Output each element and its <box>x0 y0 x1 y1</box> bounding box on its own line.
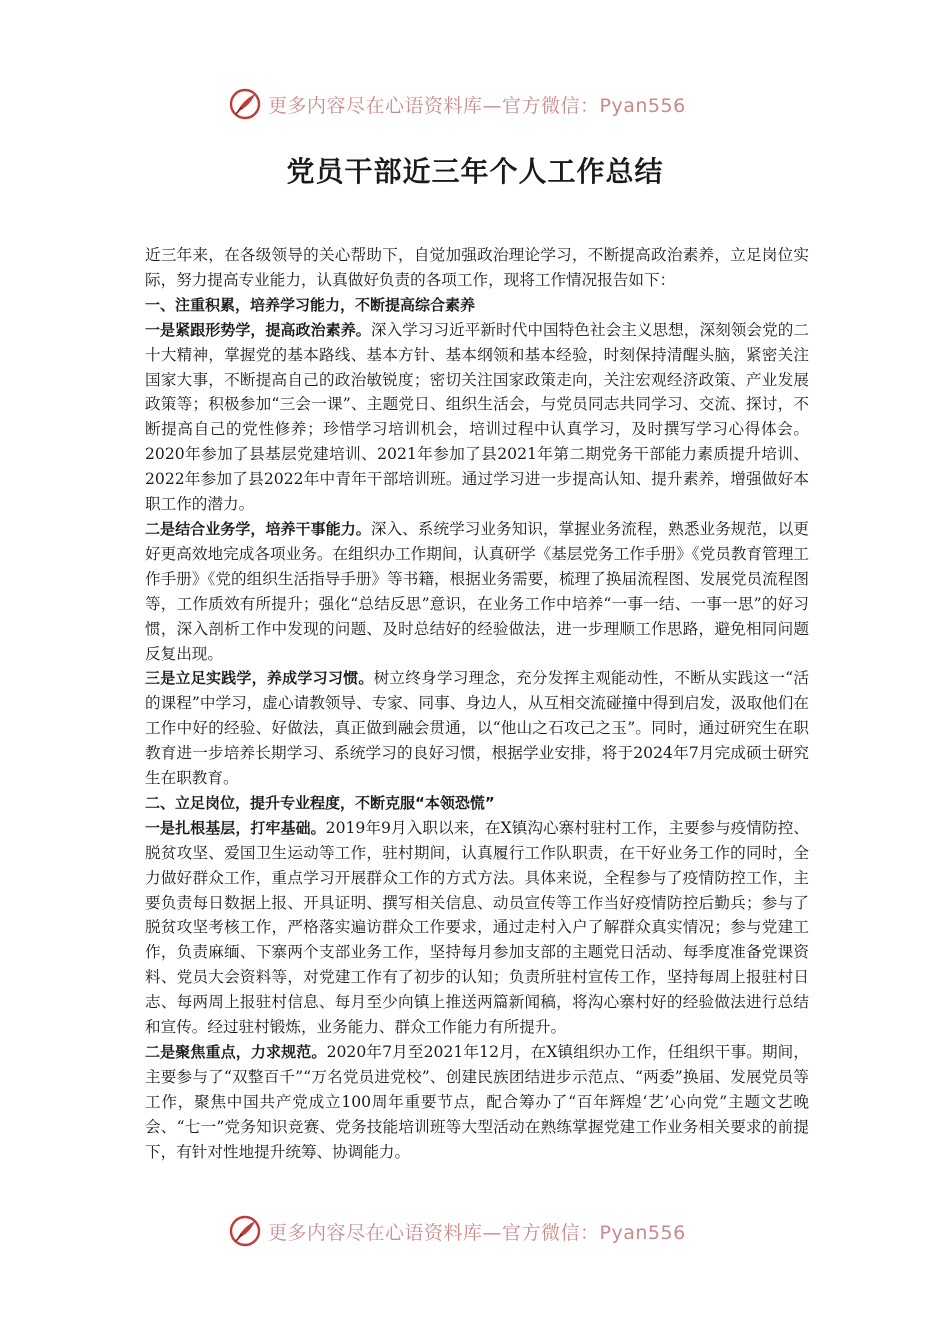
intro-paragraph: 近三年来，在各级领导的关心帮助下，自觉加强政治理论学习，不断提高政治素养，立足岗位实际，努力提高专业能力，认真做好负责的各项工作，现将工作情况报告如下： <box>145 246 809 289</box>
paragraph-2-1 <box>145 816 809 1040</box>
watermark-text: 更多内容尽在心语资料库—官方微信：Pyan556 <box>268 1221 686 1244</box>
document-title: 党员干部近三年个人工作总结 <box>286 155 664 188</box>
paragraph-lead: 二是聚焦重点，力求规范。 <box>145 1043 327 1061</box>
paragraph-text: 深入学习习近平新时代中国特色社会主义思想，深刻领会党的二十大精神，掌握党的基本路线、基本方针、基本纲领和基本经验，时刻保持清醒头脑，紧密关注国家大事，不断提高自己的政治敏锐度；密切关注国家政策走向，关注宏观经济政策、产业发展政策等；积极参加“三会一课”、主题党日、组织生活会，与党员同志共同学习、交流、探讨，不断提高自己的党性修养；珍惜学习培训机会，培训过程中认真学习，及时撰写学习心得体会。2020年参加了县基层党建培训、2021年参加了县2021年第二期党务干部能力素质提升培训、2022年参加了县2022年中青年干部培训班。通过学习进一步提高认知、提升素养，增强做好本职工作的潜力。 <box>145 320 809 514</box>
section-heading-1: 一、注重积累，培养学习能力，不断提高综合素养 <box>145 295 476 314</box>
paragraph-text: 2019年9月入职以来，在X镇沟心寨村驻村工作，主要参与疫情防控、脱贫攻坚、爱国卫生运动等工作，驻村期间，认真履行工作队职责，在干好业务工作的同时，全力做好群众工作，重点学习开展群众工作的方式方法。具体来说，全程参与了疫情防控工作，主要负责每日数据上报、开具证明、撰写相关信息、动员宣传等工作当好疫情防控后勤兵；参与了脱贫攻坚考核工作，严格落实遍访群众工作要求，通过走村入户了解群众真实情况；参与党建工作，负责麻缅、下寨两个支部业务工作，坚持每月参加支部的主题党日活动、每季度准备党课资料、党员大会资料等，对党建工作有了初步的认知；负责所驻村宣传工作，坚持每周上报驻村日志、每两周上报驻村信息、每月至少向镇上推送两篇新闻稿，将沟心寨村好的经验做法进行总结和宣传。经过驻村锻炼，业务能力、群众工作能力有所提升。 <box>145 818 809 1037</box>
document-body <box>145 243 809 1165</box>
paragraph-1-2 <box>145 517 809 666</box>
paragraph-lead: 三是立足实践学，养成学习习惯。 <box>145 669 374 688</box>
paragraph-lead: 二是结合业务学，培养干事能力。 <box>145 519 371 538</box>
paragraph-2-2 <box>145 1040 809 1165</box>
paragraph-1-1 <box>145 318 809 517</box>
feather-pen-logo-icon <box>228 87 262 121</box>
section-heading-2: 二、立足岗位，提升专业程度，不断克服“本领恐慌” <box>145 793 495 812</box>
paragraph-text: 2020年7月至2021年12月，在X镇组织办工作，任组织干事。期间，主要参与了“双整百千”“万名党员进党校”、创建民族团结进步示范点、“两委”换届、发展党员等工作，聚焦中国共产党成立100周年重要节点，配合筹办了“百年辉煌‘艺’心向党”主题文艺晚会、“七一”党务知识竞赛、党务技能培训班等大型活动在熟练掌握党建工作业务相关要求的前提下，有针对性地提升统筹、协调能力。 <box>145 1043 809 1161</box>
paragraph-lead: 一是紧跟形势学，提高政治素养。 <box>145 320 371 339</box>
watermark-footer <box>228 1213 728 1249</box>
watermark-text: 更多内容尽在心语资料库—官方微信：Pyan556 <box>268 94 686 117</box>
paragraph-text: 深入、系统学习业务知识，掌握业务流程，熟悉业务规范，以更好更高效地完成各项业务。在组织办工作期间，认真研学《基层党务工作手册》《党员教育管理工作手册》《党的组织生活指导手册》等书籍，根据业务需要，梳理了换届流程图、发展党员流程图等，工作质效有所提升；强化“总结反思”意识，在业务工作中培养“一事一结、一事一思”的好习惯，深入剖析工作中发现的问题、及时总结好的经验做法，进一步理顺工作思路，避免相同问题反复出现。 <box>145 519 809 663</box>
feather-pen-logo-icon <box>228 1214 262 1248</box>
paragraph-text: 树立终身学习理念，充分发挥主观能动性，不断从实践这一“活的课程”中学习，虚心请教领导、专家、同事、身边人，从互相交流碰撞中得到启发，汲取他们在工作中好的经验、好做法，真正做到融会贯通，以“他山之石攻己之玉”。同时，通过研究生在职教育进一步培养长期学习、系统学习的良好习惯，根据学业安排，将于2024年7月完成硕士研究生在职教育。 <box>145 669 809 788</box>
watermark-header <box>228 86 728 122</box>
paragraph-1-3 <box>145 666 809 791</box>
paragraph-lead: 一是扎根基层，打牢基础。 <box>145 818 326 837</box>
